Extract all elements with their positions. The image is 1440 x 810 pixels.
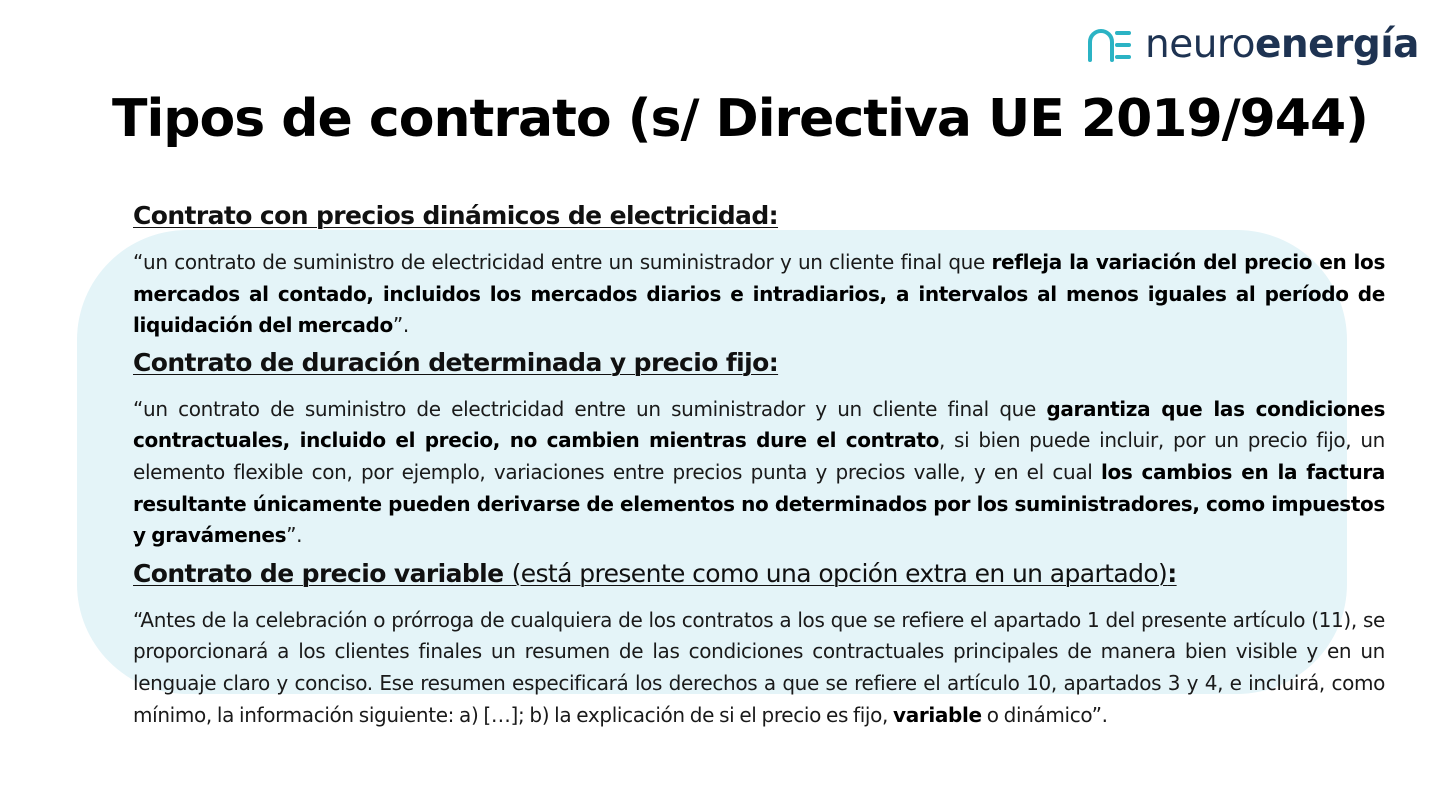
brand-logo: [1087, 22, 1419, 68]
paragraph-text: “un contrato de suministro de electricidad entre un suministrador y un cliente final que: [133, 396, 1047, 421]
brand-name-bold: energía: [1254, 22, 1419, 67]
section-paragraph-fixed-price: [133, 394, 1385, 552]
paragraph-text: o dinámico”.: [981, 702, 1108, 727]
heading-end: :: [1167, 558, 1177, 588]
paragraph-text: ”.: [286, 523, 303, 548]
content-body: [133, 198, 1385, 731]
paragraph-text: , si bien puede incluir, por un precio fijo, un elemento flexible con, por ejemplo, variaciones entre precios punta y precios valle, y en el cual: [133, 428, 1385, 484]
page-title: Tipos de contrato (s/ Directiva UE 2019/944): [112, 89, 1368, 149]
heading-note: (está presente como una opción extra en un apartado): [511, 558, 1168, 588]
brand-name-light: neuro: [1145, 22, 1255, 67]
section-heading-variable-price: [133, 556, 1385, 592]
paragraph-text: “Antes de la celebración o prórroga de cualquiera de los contratos a los que se refiere el apartado 1 del presente artículo (11), se proporcionará a los clientes finales un resumen de las condiciones contractuales principales de manera bien visible y en un lenguaje claro y conciso. Ese resumen especificará los derechos a que se refiere el artículo 10, apartados 3 y 4, e incluirá, como mínimo, la información siguiente: a) […]; b) la explicación de si el precio es fijo,: [133, 607, 1385, 727]
section-heading-dynamic-price: Contrato con precios dinámicos de electricidad:: [133, 201, 779, 230]
paragraph-text: “un contrato de suministro de electricidad entre un suministrador y un cliente final que: [133, 250, 992, 274]
paragraph-emphasis: variable: [893, 702, 982, 727]
paragraph-text: ”.: [392, 313, 409, 338]
section-paragraph-dynamic-price: [133, 247, 1385, 342]
brand-name: [1145, 22, 1419, 68]
paragraph-emphasis: refleja la variación del precio en los mercados al contado, incluidos los mercados diarios e intradiarios, a intervalos al menos iguales al período de liquidación del mercado: [133, 250, 1385, 338]
section-paragraph-variable-price: [133, 605, 1385, 731]
paragraph-emphasis: los cambios en la factura resultante únicamente pueden derivarse de elementos no determinados por los suministradores, como impuestos y gravámenes: [133, 459, 1385, 548]
section-heading-fixed-price: Contrato de duración determinada y precio fijo:: [133, 347, 779, 377]
heading-main: Contrato de precio variable: [133, 558, 512, 588]
paragraph-emphasis: garantiza que las condiciones contractuales, incluido el precio, no cambien mientras dure el contrato: [133, 396, 1385, 453]
ne-monogram-icon: [1087, 28, 1131, 62]
